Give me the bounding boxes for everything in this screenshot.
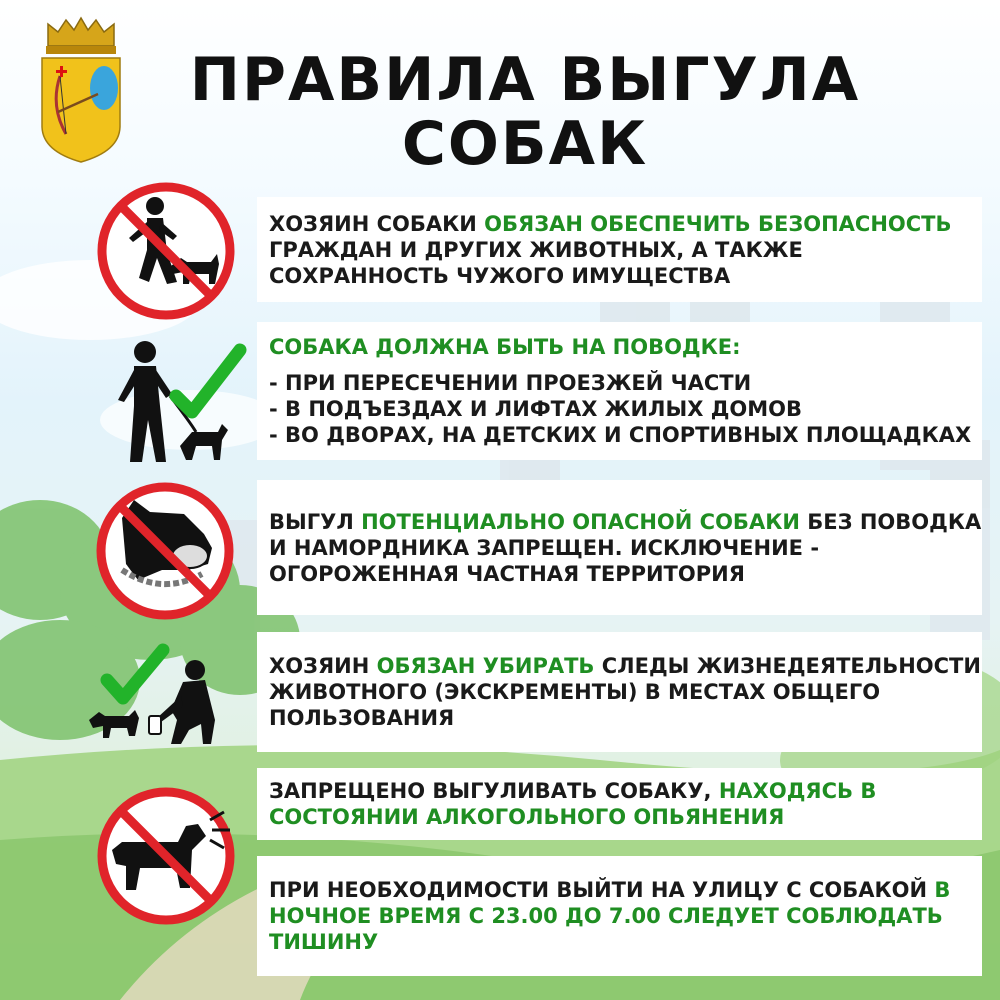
title-line-2: СОБАК xyxy=(401,109,649,179)
rule-5-panel xyxy=(257,768,982,840)
page-title xyxy=(180,45,870,179)
rule-2-item: - ВО ДВОРАХ, НА ДЕТСКИХ И СПОРТИВНЫХ ПЛОЩАДКАХ xyxy=(269,423,972,447)
rule-4-text xyxy=(269,653,982,731)
rule-3-panel xyxy=(257,480,982,615)
rule-6-text-a: ПРИ НЕОБХОДИМОСТИ ВЫЙТИ НА УЛИЦУ С СОБАКОЙ xyxy=(269,878,935,902)
rule-2-item: - В ПОДЪЕЗДАХ И ЛИФТАХ ЖИЛЫХ ДОМОВ xyxy=(269,397,803,421)
rule-4-highlight: ОБЯЗАН УБИРАТЬ xyxy=(376,654,595,678)
rule-1-panel xyxy=(257,197,982,302)
dog-on-leash-check-icon xyxy=(100,336,250,466)
rule-5-highlight: НАХОДЯСЬ В СОСТОЯНИИ АЛКОГОЛЬНОГО ОПЬЯНЕНИЯ xyxy=(269,779,877,829)
coat-of-arms-emblem xyxy=(36,16,126,166)
rule-5-text-a: ЗАПРЕЩЕНО ВЫГУЛИВАТЬ СОБАКУ, xyxy=(269,779,719,803)
rule-6-panel xyxy=(257,856,982,976)
rule-2-panel xyxy=(257,322,982,460)
rule-5-text xyxy=(269,778,982,830)
clean-up-check-icon xyxy=(85,640,245,760)
rule-3-text-a: ВЫГУЛ xyxy=(269,509,362,534)
rule-6-text xyxy=(269,877,982,955)
rule-3-highlight: ПОТЕНЦИАЛЬНО ОПАСНОЙ СОБАКИ xyxy=(361,509,800,534)
rule-4-text-a: ХОЗЯИН xyxy=(269,654,377,678)
title-line-1: ПРАВИЛА ВЫГУЛА xyxy=(189,45,861,115)
rule-2-list xyxy=(269,370,982,448)
rule-2-item: - ПРИ ПЕРЕСЕЧЕНИИ ПРОЕЗЖЕЙ ЧАСТИ xyxy=(269,371,752,395)
rule-1-text-a: ХОЗЯИН СОБАКИ xyxy=(269,211,485,236)
no-dangerous-dog-icon xyxy=(92,478,238,624)
rule-3-text-c: БЕЗ ПОВОДКА И НАМОРДНИКА ЗАПРЕЩЕН. ИСКЛЮЧЕНИЕ - ОГОРОЖЕННАЯ ЧАСТНАЯ ТЕРРИТОРИЯ xyxy=(269,509,982,586)
rule-1-highlight: ОБЯЗАН ОБЕСПЕЧИТЬ БЕЗОПАСНОСТЬ xyxy=(484,211,952,236)
rule-1-text-c: ГРАЖДАН И ДРУГИХ ЖИВОТНЫХ, А ТАКЖЕ СОХРАННОСТЬ ЧУЖОГО ИМУЩЕСТВА xyxy=(269,237,803,288)
rule-4-panel xyxy=(257,632,982,752)
no-dog-attack-icon xyxy=(93,178,239,324)
rule-1-text xyxy=(269,211,982,289)
rule-2-heading: СОБАКА ДОЛЖНА БЫТЬ НА ПОВОДКЕ: xyxy=(269,335,741,359)
rule-4-text-c: СЛЕДЫ ЖИЗНЕДЕЯТЕЛЬНОСТИ ЖИВОТНОГО (ЭКСКРЕМЕНТЫ) В МЕСТАХ ОБЩЕГО ПОЛЬЗОВАНИЯ xyxy=(269,654,981,730)
no-barking-dog-icon xyxy=(86,780,246,930)
rule-6-highlight: В НОЧНОЕ ВРЕМЯ С 23.00 ДО 7.00 СЛЕДУЕТ СОБЛЮДАТЬ ТИШИНУ xyxy=(269,878,951,954)
rule-3-text xyxy=(269,509,982,587)
